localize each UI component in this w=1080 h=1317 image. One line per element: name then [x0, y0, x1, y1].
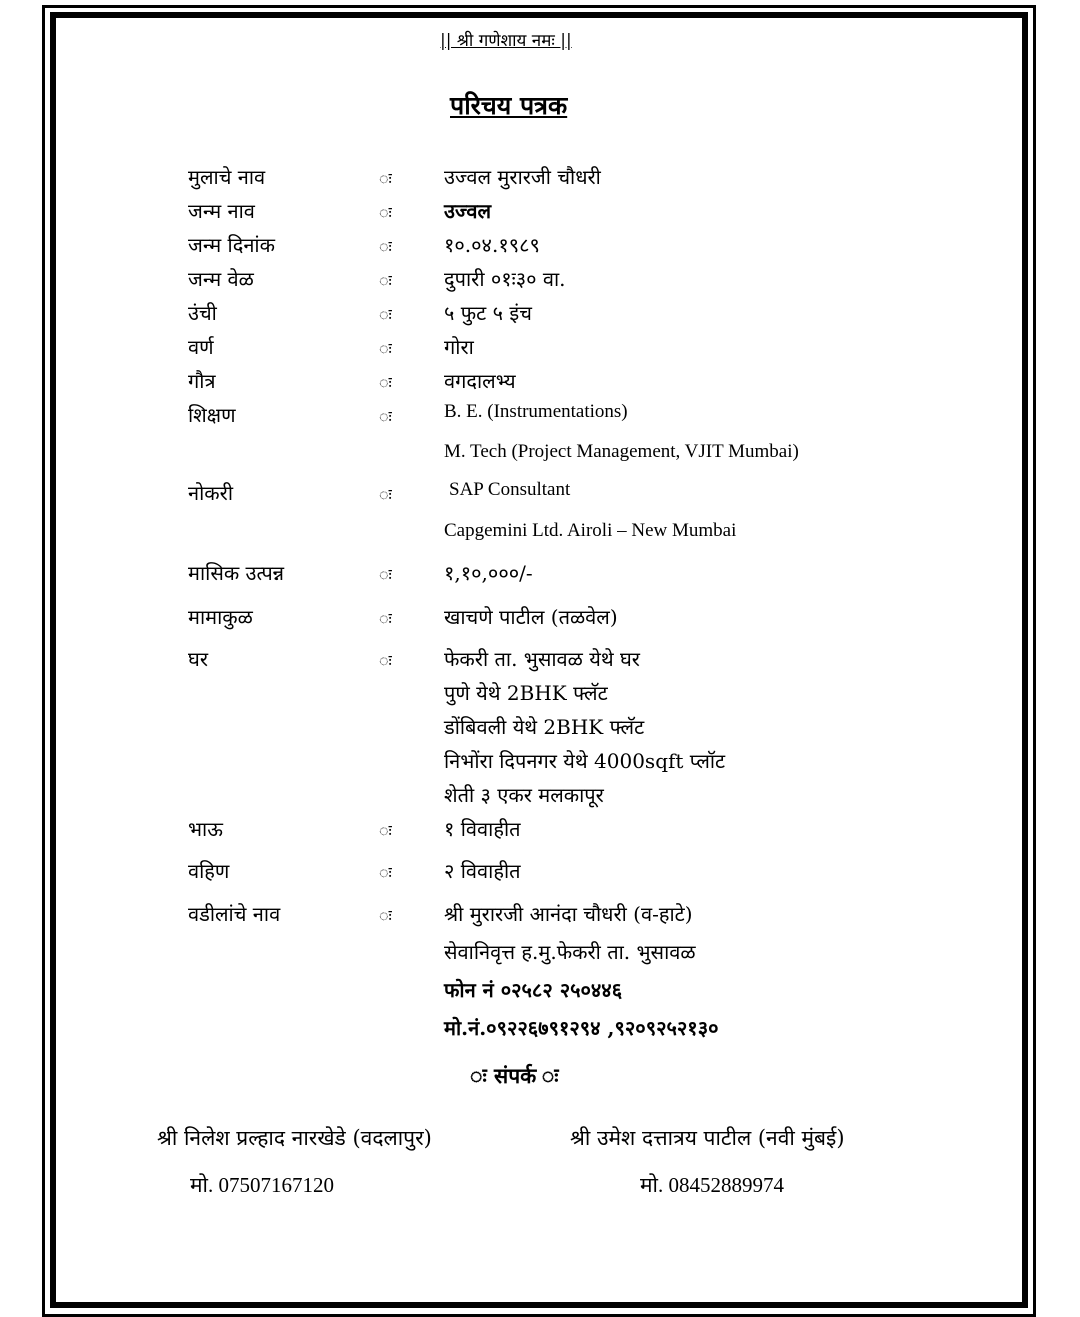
- row-value: वगदालभ्य: [444, 369, 516, 393]
- row-separator: ः: [379, 485, 392, 504]
- row-value: मो.नं.०९२२६७९१२९४ ,९२०९२५२१३०: [444, 1016, 719, 1040]
- row-value: गोरा: [444, 335, 474, 359]
- row-label: घर: [188, 647, 208, 671]
- row-separator: ः: [379, 609, 392, 628]
- row-value: दुपारी ०१ः३० वा.: [444, 267, 566, 291]
- row-value: ५ फुट ५ इंच: [444, 301, 532, 325]
- row-value: निभोंरा दिपनगर येथे 4000sqft प्लॉट: [444, 749, 726, 773]
- row-value: सेवानिवृत्त ह.मु.फेकरी ता. भुसावळ: [444, 940, 696, 964]
- row-label: मासिक उत्पन्न: [188, 561, 285, 585]
- row-label: मामाकुळ: [188, 605, 253, 629]
- row-separator: ः: [379, 169, 392, 188]
- row-separator: ः: [379, 863, 392, 882]
- row-separator: ः: [379, 651, 392, 670]
- page-title: परिचय पत्रक: [450, 91, 568, 120]
- row-value: B. E. (Instrumentations): [444, 401, 628, 422]
- row-separator: ः: [379, 906, 392, 925]
- row-value: १ विवाहीत: [444, 817, 521, 841]
- row-separator: ः: [379, 373, 392, 392]
- row-separator: ः: [379, 821, 392, 840]
- contact-name-2: श्री उमेश दत्तात्रय पाटील (नवी मुंबई): [570, 1126, 845, 1150]
- row-value: शेती ३ एकर मलकापूर: [444, 783, 604, 807]
- row-label: वर्ण: [188, 335, 214, 359]
- row-separator: ः: [379, 203, 392, 222]
- row-label: जन्म दिनांक: [188, 233, 275, 257]
- row-label: जन्म वेळ: [188, 267, 254, 291]
- row-value: उज्वल: [444, 199, 492, 223]
- row-value: SAP Consultant: [449, 479, 571, 500]
- row-separator: ः: [379, 271, 392, 290]
- row-value: उज्वल मुरारजी चौधरी: [444, 165, 601, 189]
- row-value: Capgemini Ltd. Airoli – New Mumbai: [444, 520, 737, 541]
- row-value: खाचणे पाटील (तळवेल): [444, 605, 618, 629]
- row-separator: ः: [379, 407, 392, 426]
- row-value: M. Tech (Project Management, VJIT Mumbai): [444, 441, 799, 462]
- invocation-line: || श्री गणेशाय नमः ||: [440, 31, 572, 51]
- row-label: वडीलांचे नाव: [188, 902, 281, 926]
- row-value: श्री मुरारजी आनंदा चौधरी (व-हाटे): [444, 902, 693, 926]
- row-label: वहिण: [188, 859, 230, 883]
- row-label: जन्म नाव: [188, 199, 255, 223]
- contact-heading: ः संपर्क ः: [470, 1063, 559, 1088]
- row-value: पुणे येथे 2BHK फ्लॅट: [444, 681, 608, 705]
- row-value: फोन नं ०२५८२ २५०४४६: [444, 978, 623, 1002]
- row-separator: ः: [379, 565, 392, 584]
- row-value: १०.०४.१९८९: [444, 233, 540, 257]
- row-value: फेकरी ता. भुसावळ येथे घर: [444, 647, 640, 671]
- row-label: नोकरी: [188, 481, 233, 505]
- row-separator: ः: [379, 305, 392, 324]
- contact-phone-1: मो. 07507167120: [190, 1173, 334, 1197]
- row-separator: ः: [379, 237, 392, 256]
- row-value: १,१०,०००/-: [444, 561, 533, 585]
- row-separator: ः: [379, 339, 392, 358]
- row-label: शिक्षण: [188, 403, 236, 427]
- row-value: डोंबिवली येथे 2BHK फ्लॅट: [444, 715, 645, 739]
- contact-name-1: श्री निलेश प्रल्हाद नारखेडे (वदलापुर): [157, 1126, 432, 1150]
- row-label: उंची: [188, 301, 217, 325]
- row-label: भाऊ: [188, 817, 223, 841]
- row-label: गौत्र: [188, 369, 216, 393]
- contact-phone-2: मो. 08452889974: [640, 1173, 784, 1197]
- row-value: २ विवाहीत: [444, 859, 521, 883]
- row-label: मुलाचे नाव: [188, 165, 266, 189]
